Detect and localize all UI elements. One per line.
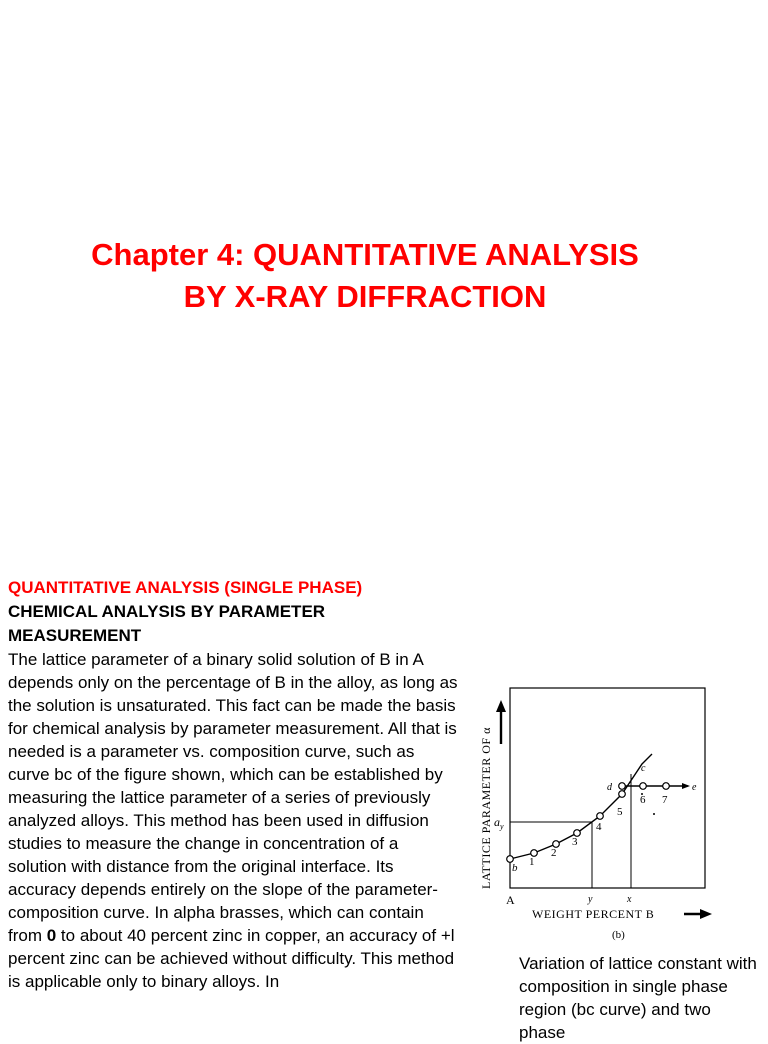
paragraph-part-2: to about 40 percent zinc in copper, an accuracy of +l percent zinc can be achieved without difficulty. This method is applicable only to binary alloys. In [8, 926, 455, 991]
y-mark-label: y [588, 894, 593, 905]
point-label-1: 1 [529, 856, 535, 868]
point-label-6: 6 [640, 794, 646, 806]
point-label-2: 2 [551, 847, 557, 859]
paragraph-part-1: The lattice parameter of a binary solid solution of B in A depends only on the percentage of B in the alloy, as long as the solution is unsaturated. This fact can be made the basis for chemical analysis by parameter measurement. All that is needed is a parameter vs. composition curve, such as curve bc of the figure shown, which can be established by measuring the lattice parameter of a series of previously analyzed alloys. This method has been used in diffusion studies to measure the change in concentration of a solution with distance from the original interface. Its accuracy depends entirely on the slope of the parameter-composition curve. In alpha brasses, which can contain from [8, 650, 458, 945]
data-point [663, 783, 670, 790]
paragraph-bold-value: 0 [46, 926, 57, 945]
body-paragraph [8, 648, 458, 993]
e-arrow-head [682, 783, 690, 789]
point-label-3: 3 [572, 836, 578, 848]
data-point [619, 791, 626, 798]
x-arrow-head [700, 909, 712, 919]
curve-label-c: c [641, 763, 646, 774]
lattice-parameter-diagram [476, 676, 716, 946]
data-point [619, 783, 626, 790]
section-heading-black: CHEMICAL ANALYSIS BY PARAMETER MEASUREMENT [8, 602, 326, 645]
point-label-4: 4 [596, 821, 602, 833]
lattice-parameter-figure [476, 676, 716, 946]
dotted-mark [653, 813, 655, 815]
curve-label-e: e [692, 782, 697, 793]
figure-sublabel: (b) [612, 929, 625, 941]
origin-label: A [506, 893, 515, 907]
y-axis-label: LATTICE PARAMETER OF α [479, 727, 493, 889]
a-y-label: $a_y$ [494, 815, 504, 831]
curve-label-d: d [607, 782, 612, 793]
y-arrow-head [496, 700, 506, 712]
figure-caption: Variation of lattice constant with composition in single phase region (bc curve) and two phase [519, 954, 757, 1042]
x-mark-label: x [627, 894, 632, 905]
section-heading-red: QUANTITATIVE ANALYSIS (SINGLE PHASE) [8, 578, 363, 597]
title-line-1: Chapter 4: QUANTITATIVE ANALYSIS [91, 237, 639, 272]
point-label-7: 7 [662, 794, 668, 806]
title-line-2: BY X-RAY DIFFRACTION [183, 279, 547, 314]
data-point [640, 783, 647, 790]
x-axis-label: WEIGHT PERCENT B [532, 907, 655, 921]
point-label-b: b [512, 862, 518, 874]
chapter-title [0, 234, 730, 318]
body-column [8, 576, 458, 993]
point-label-5: 5 [617, 806, 623, 818]
data-point [597, 813, 604, 820]
